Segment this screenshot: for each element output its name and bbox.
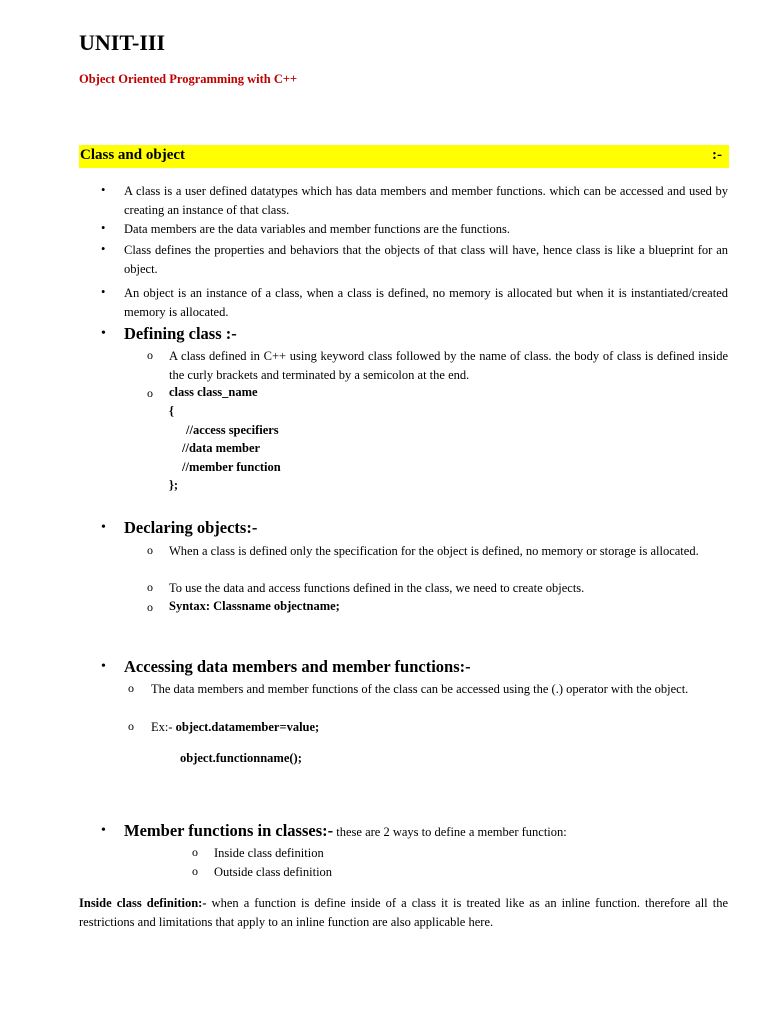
section-title-suffix: :- [712, 147, 722, 163]
bullet-icon: • [101, 659, 106, 674]
code-line: class class_name [169, 385, 258, 399]
accessing-text: The data members and member functions of the class can be accessed using the (.) operator with the object. [151, 682, 689, 696]
page-subtitle: Object Oriented Programming with C++ [79, 72, 298, 86]
example-label: Ex:- [151, 720, 176, 734]
intro-bullet-text: A class is a user defined datatypes which has data members and member functions. which can be accessed and used by creating an instance of that class. [124, 184, 728, 217]
example-line [151, 718, 319, 737]
circle-bullet-icon: o [192, 845, 198, 859]
inside-definition-text: when a function is define inside of a class it is treated like as an inline function. therefore all the restrictions and limitations that apply to an inline function are also applicable here. [79, 896, 728, 929]
section-title: Class and object [80, 147, 186, 163]
example-code: object.datamember=value; [175, 720, 320, 734]
bullet-icon: • [101, 326, 106, 341]
circle-bullet-icon: o [147, 386, 153, 400]
heading-member-functions [124, 821, 567, 841]
bullet-icon: • [101, 183, 106, 197]
circle-bullet-icon: o [147, 348, 153, 362]
member-functions-tail: these are 2 ways to define a member function: [333, 825, 567, 839]
code-line: }; [169, 478, 179, 492]
intro-bullet-text: Class defines the properties and behaviors that the objects of that class will have, hence class is like a blueprint for an object. [124, 243, 728, 276]
page-title: UNIT-III [79, 30, 166, 55]
circle-bullet-icon: o [147, 600, 153, 614]
inside-definition-paragraph [79, 894, 728, 932]
syntax-line: Syntax: Classname objectname; [169, 599, 340, 613]
circle-bullet-icon: o [128, 681, 134, 695]
bullet-icon: • [101, 823, 106, 838]
bullet-icon: • [101, 520, 106, 535]
intro-bullet-text: Data members are the data variables and member functions are the functions. [124, 222, 510, 236]
bullet-icon: • [101, 285, 106, 299]
code-line: //data member [182, 441, 261, 455]
code-line: { [169, 404, 174, 418]
intro-bullet-text: An object is an instance of a class, when a class is defined, no memory is allocated but when it is instantiated/created memory is allocated. [124, 286, 728, 319]
bullet-icon: • [101, 242, 106, 256]
circle-bullet-icon: o [147, 543, 153, 557]
heading-defining-class: Defining class :- [124, 324, 237, 343]
member-function-way: Inside class definition [214, 846, 324, 860]
circle-bullet-icon: o [128, 719, 134, 733]
inside-definition-label: Inside class definition:- [79, 896, 207, 910]
declaring-objects-item: To use the data and access functions defined in the class, we need to create objects. [169, 581, 585, 595]
heading-declaring-objects: Declaring objects:- [124, 518, 258, 537]
member-functions-heading-text: Member functions in classes:- [124, 821, 334, 840]
code-line: //access specifiers [186, 423, 279, 437]
bullet-icon: • [101, 221, 106, 235]
circle-bullet-icon: o [147, 580, 153, 594]
example-code-2: object.functionname(); [180, 751, 302, 765]
code-line: //member function [182, 460, 281, 474]
circle-bullet-icon: o [192, 864, 198, 878]
member-function-way: Outside class definition [214, 865, 333, 879]
declaring-objects-item: When a class is defined only the specification for the object is defined, no memory or storage is allocated. [169, 544, 699, 558]
defining-class-text: A class defined in C++ using keyword class followed by the name of class. the body of class is defined inside the curly brackets and terminated by a semicolon at the end. [169, 349, 728, 382]
heading-accessing-members: Accessing data members and member functions:- [124, 657, 471, 676]
